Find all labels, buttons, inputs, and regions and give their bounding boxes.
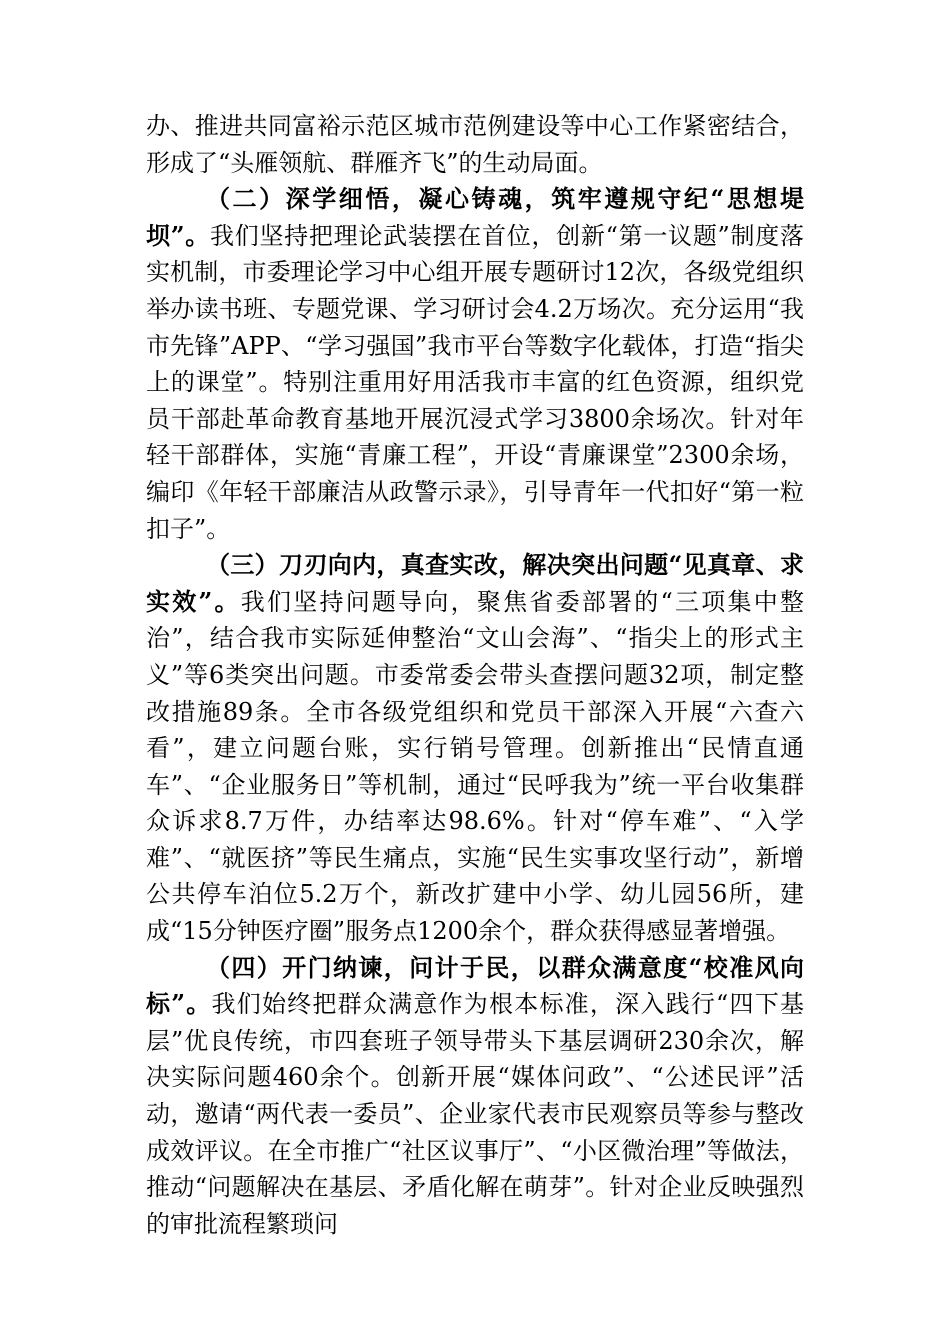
paragraph-text: 办、推进共同富裕示范区城市范例建设等中心工作紧密结合，形成了“头雁领航、群雁齐飞”的生动局面。 (146, 112, 804, 177)
section-heading: （三）刀刃向内，真查实改，解决突出问题“见真章、求实效”。 (146, 550, 804, 616)
paragraph-section-3 (146, 547, 804, 950)
paragraph-text: 我们坚持问题导向，聚焦省委部署的“三项集中整治”，结合我市实际延伸整治“文山会海”、“指尖上的形式主义”等6类突出问题。市委常委会带头查摆问题32项，制定整改措施89条。全市各级党组织和党员干部深入开展“六查六看”，建立问题台账，实行销号管理。创新推出“民情直通车”、“企业服务日”等机制，通过“民呼我为”统一平台收集群众诉求8.7万件，办结率达98.6%。针对“停车难”、“入学难”、“就医挤”等民生痛点，实施“民生实事攻坚行动”，新增公共停车泊位5.2万个，新改扩建中小学、幼儿园56所，建成“15分钟医疗圈”服务点1200余个，群众获得感显著增强。 (146, 587, 804, 946)
section-heading: （四）开门纳谏，问计于民，以群众满意度“校准风向标”。 (146, 952, 804, 1019)
paragraph-section-4 (146, 950, 804, 1243)
paragraph-text: 我们坚持把理论武装摆在首位，创新“第一议题”制度落实机制，市委理论学习中心组开展专题研讨12次，各级党组织举办读书班、专题党课、学习研讨会4.2万场次。充分运用“我市先锋”APP、“学习强国”我市平台等数字化载体，打造“指尖上的课堂”。特别注重用好用活我市丰富的红色资源，组织党员干部赴革命教育基地开展沉浸式学习3800余场次。针对年轻干部群体，实施“青廉工程”，开设“青廉课堂”2300余场，编印《年轻干部廉洁从政警示录》，引导青年一代扣好“第一粒扣子”。 (146, 221, 804, 543)
document-body (146, 108, 804, 1242)
paragraph-continuation (146, 108, 804, 181)
paragraph-section-2 (146, 181, 804, 547)
section-heading: （二）深学细悟，凝心铸魂，筑牢遵规守纪“思想堤坝”。 (146, 184, 804, 250)
paragraph-text: 我们始终把群众满意作为根本标准，深入践行“四下基层”优良传统，市四套班子领导带头下基层调研230余次，解决实际问题460余个。创新开展“媒体问政”、“公述民评”活动，邀请“两代表一委员”、企业家代表市民观察员等参与整改成效评议。在全市推广“社区议事厅”、“小区微治理”等做法，推动“问题解决在基层、矛盾化解在萌芽”。针对企业反映强烈的审批流程繁琐问 (146, 990, 804, 1238)
